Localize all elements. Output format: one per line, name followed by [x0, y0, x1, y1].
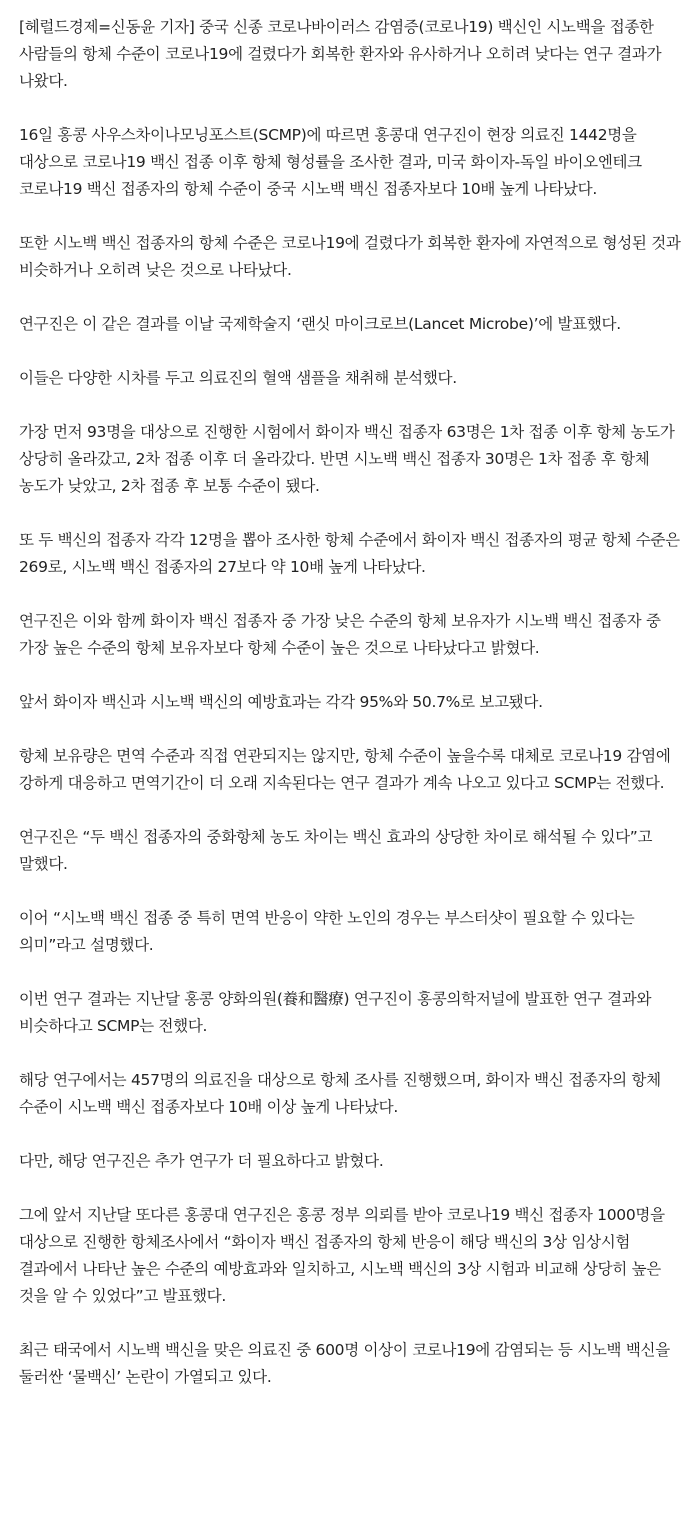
article-paragraph-16: 그에 앞서 지난달 또다른 홍콩대 연구진은 홍콩 정부 의뢰를 받아 코로나19 백신 접종자 1000명을 대상으로 진행한 항체조사에서 “화이자 백신 접종자의 항체 반응이 해당 백신의 3상 임상시험 결과에서 나타난 높은 수준의 예방효과와 일치하고, 시노백 백신의 3상 시험과 비교해 상당히 높은 것을 알 수 있었다”고 발표했다. [19, 1206, 665, 1305]
article-paragraph-13: 이번 연구 결과는 지난달 홍콩 양화의원(養和醫療) 연구진이 홍콩의학저널에 발표한 연구 결과와 비슷하다고 SCMP는 전했다. [19, 990, 652, 1035]
article-paragraph-1: [헤럴드경제=신동윤 기자] 중국 신종 코로나바이러스 감염증(코로나19) 백신인 시노백을 접종한 사람들의 항체 수준이 코로나19에 걸렸다가 회복한 환자와 유사하거나 오히려 낮다는 연구 결과가 나왔다. [19, 18, 662, 90]
article-paragraph-12: 이어 “시노백 백신 접종 중 특히 면역 반응이 약한 노인의 경우는 부스터샷이 필요할 수 있다는 의미”라고 설명했다. [19, 909, 635, 954]
article-paragraph-6: 가장 먼저 93명을 대상으로 진행한 시험에서 화이자 백신 접종자 63명은 1차 접종 이후 항체 농도가 상당히 올라갔고, 2차 접종 이후 더 올라갔다. 반면 시노백 백신 접종자 30명은 1차 접종 후 항체 농도가 낮았고, 2차 접종 후 보통 수준이 됐다. [19, 423, 675, 495]
article-paragraph-8: 연구진은 이와 함께 화이자 백신 접종자 중 가장 낮은 수준의 항체 보유자가 시노백 백신 접종자 중 가장 높은 수준의 항체 보유자보다 항체 수준이 높은 것으로 나타났다고 밝혔다. [19, 612, 661, 657]
article-paragraph-11: 연구진은 “두 백신 접종자의 중화항체 농도 차이는 백신 효과의 상당한 차이로 해석될 수 있다”고 말했다. [19, 828, 653, 873]
article-paragraph-3: 또한 시노백 백신 접종자의 항체 수준은 코로나19에 걸렸다가 회복한 환자에 자연적으로 형성된 것과 비슷하거나 오히려 낮은 것으로 나타났다. [19, 234, 681, 279]
article-paragraph-9: 앞서 화이자 백신과 시노백 백신의 예방효과는 각각 95%와 50.7%로 보고됐다. [19, 693, 543, 711]
article-paragraph-4: 연구진은 이 같은 결과를 이날 국제학술지 ‘랜싯 마이크로브(Lancet Microbe)’에 발표했다. [19, 315, 621, 333]
article-paragraph-7: 또 두 백신의 접종자 각각 12명을 뽑아 조사한 항체 수준에서 화이자 백신 접종자의 평균 항체 수준은 269로, 시노백 백신 접종자의 27보다 약 10배 높게 나타났다. [19, 531, 680, 576]
article-paragraph-10: 항체 보유량은 면역 수준과 직접 연관되지는 않지만, 항체 수준이 높을수록 대체로 코로나19 감염에 강하게 대응하고 면역기간이 더 오래 지속된다는 연구 결과가 계속 나오고 있다고 SCMP는 전했다. [19, 747, 671, 792]
article-paragraph-5: 이들은 다양한 시차를 두고 의료진의 혈액 샘플을 채취해 분석했다. [19, 369, 457, 387]
article-paragraph-15: 다만, 해당 연구진은 추가 연구가 더 필요하다고 밝혔다. [19, 1152, 384, 1170]
article-paragraph-17: 최근 태국에서 시노백 백신을 맞은 의료진 중 600명 이상이 코로나19에 감염되는 등 시노백 백신을 둘러싼 ‘물백신’ 논란이 가열되고 있다. [19, 1341, 670, 1386]
article-paragraph-2: 16일 홍콩 사우스차이나모닝포스트(SCMP)에 따르면 홍콩대 연구진이 현장 의료진 1442명을 대상으로 코로나19 백신 접종 이후 항체 형성률을 조사한 결과, 미국 화이자-독일 바이오엔테크 코로나19 백신 접종자의 항체 수준이 중국 시노백 백신 접종자보다 10배 높게 나타났다. [19, 126, 642, 198]
article-paragraph-14: 해당 연구에서는 457명의 의료진을 대상으로 항체 조사를 진행했으며, 화이자 백신 접종자의 항체 수준이 시노백 백신 접종자보다 10배 이상 높게 나타났다. [19, 1071, 661, 1116]
